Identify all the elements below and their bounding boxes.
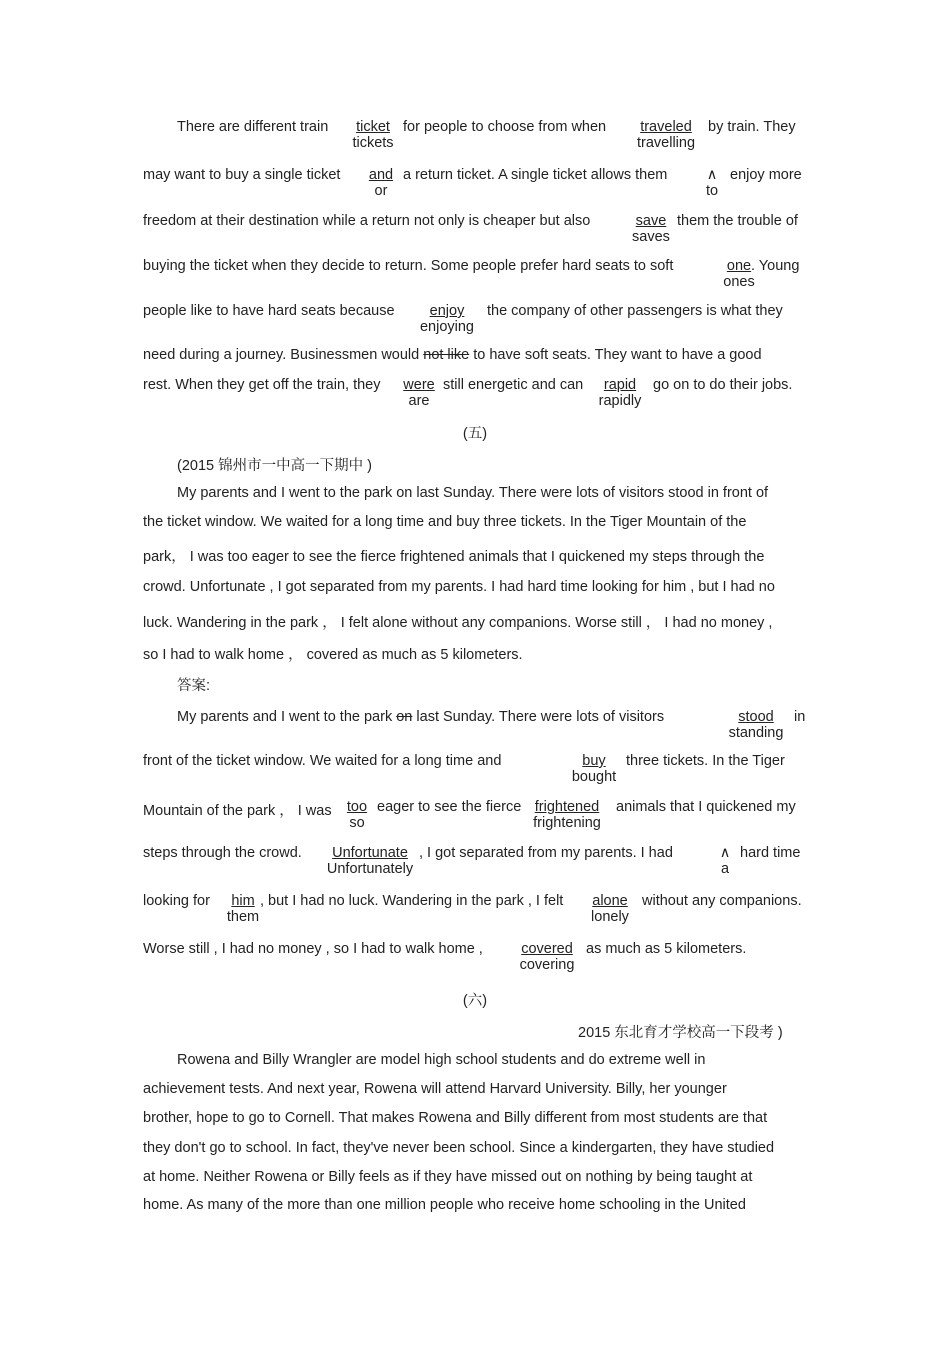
text-segment (143, 347, 762, 363)
correction (627, 213, 675, 245)
s5-answer-line-4 (143, 845, 806, 881)
text-segment: as much as 5 kilometers. (586, 941, 747, 957)
correction (325, 845, 415, 877)
correct-word: ones (723, 274, 755, 290)
paragraph-line: brother, hope to go to Cornell. That makes Rowena and Billy different from most students are that (143, 1110, 768, 1126)
struck-word: not like (423, 347, 470, 363)
question-source: 2015 东北育才学校高一下段考 ) (578, 1025, 783, 1041)
inserted-word: to (705, 183, 719, 199)
text-segment: , I got separated from my parents. I had (419, 845, 673, 861)
text-segment: last Sunday. There were lots of visitors (412, 709, 665, 725)
text-segment: need during a journey. Businessmen would (143, 347, 424, 363)
wrong-word: covered (521, 941, 573, 957)
correct-word: lonely (591, 909, 629, 925)
wrong-word: traveled (640, 119, 692, 135)
correct-word: saves (632, 229, 670, 245)
correction (397, 377, 441, 409)
question-line: the ticket window. We waited for a long time and buy three tickets. In the Tiger Mountain of the (143, 514, 747, 530)
correct-word: Unfortunately (326, 861, 414, 877)
text-segment: Worse still , I had no money , so I had to walk home , (143, 941, 483, 957)
text-segment: steps through the crowd. (143, 845, 302, 861)
caret-icon: ∧ (719, 845, 731, 861)
text-segment: , but I had no luck. Wandering in the park , I felt (260, 893, 564, 909)
correct-word: enjoying (419, 319, 474, 335)
text-segment: a return ticket. A single ticket allows them (403, 167, 668, 183)
wrong-word: Unfortunate (332, 845, 408, 861)
correction (588, 893, 632, 925)
s4-line-7 (143, 377, 806, 413)
struck-word: on (396, 709, 413, 725)
correct-word: covering (519, 957, 575, 973)
correction (347, 119, 399, 151)
correction (632, 119, 700, 151)
question-line: My parents and I went to the park on last Sunday. There were lots of visitors stood in front of (177, 485, 769, 501)
text-segment: There are different train (177, 119, 329, 135)
text-segment: hard time (740, 845, 801, 861)
question-line: so I had to walk home ， covered as much as 5 kilometers. (143, 647, 523, 663)
question-source: (2015 锦州市一中高一下期中 ) (177, 458, 372, 474)
correction (225, 893, 261, 925)
wrong-word: save (635, 213, 667, 229)
question-line: luck. Wandering in the park ， I felt alone without any companions. Worse still ， I had no money , (143, 615, 773, 631)
s4-line-3 (143, 213, 806, 249)
correct-word: are (408, 393, 430, 409)
correction (722, 709, 790, 741)
text-segment: buying the ticket when they decide to return. Some people prefer hard seats to soft (143, 258, 674, 274)
text-segment: by train. They (708, 119, 796, 135)
wrong-word: buy (582, 753, 606, 769)
text-segment: may want to buy a single ticket (143, 167, 341, 183)
correct-word: tickets (352, 135, 394, 151)
correction (415, 303, 479, 335)
text-segment: enjoy more (730, 167, 802, 183)
paragraph-line: Rowena and Billy Wrangler are model high school students and do extreme well in (177, 1052, 706, 1068)
section-mark-6: (六) (462, 993, 488, 1009)
text-segment: looking for (143, 893, 210, 909)
answer-label: 答案: (177, 678, 211, 694)
correct-word: them (226, 909, 260, 925)
text-segment: the company of other passengers is what they (487, 303, 783, 319)
correction (345, 799, 369, 831)
s4-line-1 (177, 119, 806, 155)
text-segment: rest. When they get off the train, they (143, 377, 381, 393)
correction (531, 799, 603, 831)
s5-answer-line-1 (177, 709, 806, 745)
wrong-word: stood (738, 709, 774, 725)
correction (569, 753, 619, 785)
correct-word: bought (571, 769, 617, 785)
text-segment: people like to have hard seats because (143, 303, 395, 319)
correct-word: or (374, 183, 388, 199)
correction (365, 167, 397, 199)
text-segment: to have soft seats. They want to have a good (469, 347, 762, 363)
paragraph-line: they don't go to school. In fact, they've never been school. Since a kindergarten, they have studied (143, 1140, 775, 1156)
s5-answer-line-2 (143, 753, 806, 789)
correct-word: so (349, 815, 365, 831)
correct-word: standing (728, 725, 784, 741)
inserted-word: a (720, 861, 730, 877)
wrong-word: enjoy (429, 303, 465, 319)
correct-word: travelling (636, 135, 696, 151)
insertion-mark (700, 167, 724, 199)
paragraph-line: achievement tests. And next year, Rowena will attend Harvard University. Billy, her younger (143, 1081, 727, 1097)
text-segment: freedom at their destination while a return not only is cheaper but also (143, 213, 591, 229)
correction (517, 941, 577, 973)
wrong-word: too (346, 799, 368, 815)
text-segment: for people to choose from when (403, 119, 607, 135)
insertion-mark (713, 845, 737, 877)
wrong-word: frightened (534, 799, 600, 815)
s4-line-4 (143, 258, 806, 294)
text-segment: without any companions. (642, 893, 802, 909)
wrong-word: were (403, 377, 435, 393)
wrong-word: him (231, 893, 255, 909)
question-line: crowd. Unfortunate , I got separated from my parents. I had hard time looking for him , but I had no (143, 579, 775, 595)
s5-answer-line-5 (143, 893, 806, 929)
text-segment: them the trouble of (677, 213, 798, 229)
wrong-word: ticket (356, 119, 390, 135)
text-segment: eager to see the fierce (377, 799, 522, 815)
text-segment (177, 709, 664, 725)
text-segment: My parents and I went to the park (177, 709, 397, 725)
s5-answer-line-3 (143, 799, 806, 835)
text-segment: animals that I quickened my (616, 799, 796, 815)
section-mark-5: (五) (462, 426, 488, 442)
correct-word: frightening (533, 815, 601, 831)
text-segment: still energetic and can (443, 377, 584, 393)
wrong-word: and (368, 167, 394, 183)
s4-line-2 (143, 167, 806, 203)
wrong-word: one (726, 258, 752, 274)
text-segment: three tickets. In the Tiger (626, 753, 785, 769)
paragraph-line: home. As many of the more than one million people who receive home schooling in the United (143, 1197, 746, 1213)
text-segment: front of the ticket window. We waited for a long time and (143, 753, 502, 769)
text-segment: . Young (751, 258, 800, 274)
correct-word: rapidly (598, 393, 642, 409)
s4-line-5 (143, 303, 806, 339)
question-line: park， I was too eager to see the fierce frightened animals that I quickened my steps through the (143, 549, 765, 565)
caret-icon: ∧ (706, 167, 718, 183)
paragraph-line: at home. Neither Rowena or Billy feels as if they have missed out on nothing by being taught at (143, 1169, 753, 1185)
correction (593, 377, 647, 409)
wrong-word: rapid (603, 377, 637, 393)
wrong-word: alone (592, 893, 628, 909)
s5-answer-line-6 (143, 941, 806, 977)
text-segment: Mountain of the park ， I was (143, 803, 332, 819)
text-segment: in (794, 709, 806, 725)
text-segment: go on to do their jobs. (653, 377, 793, 393)
